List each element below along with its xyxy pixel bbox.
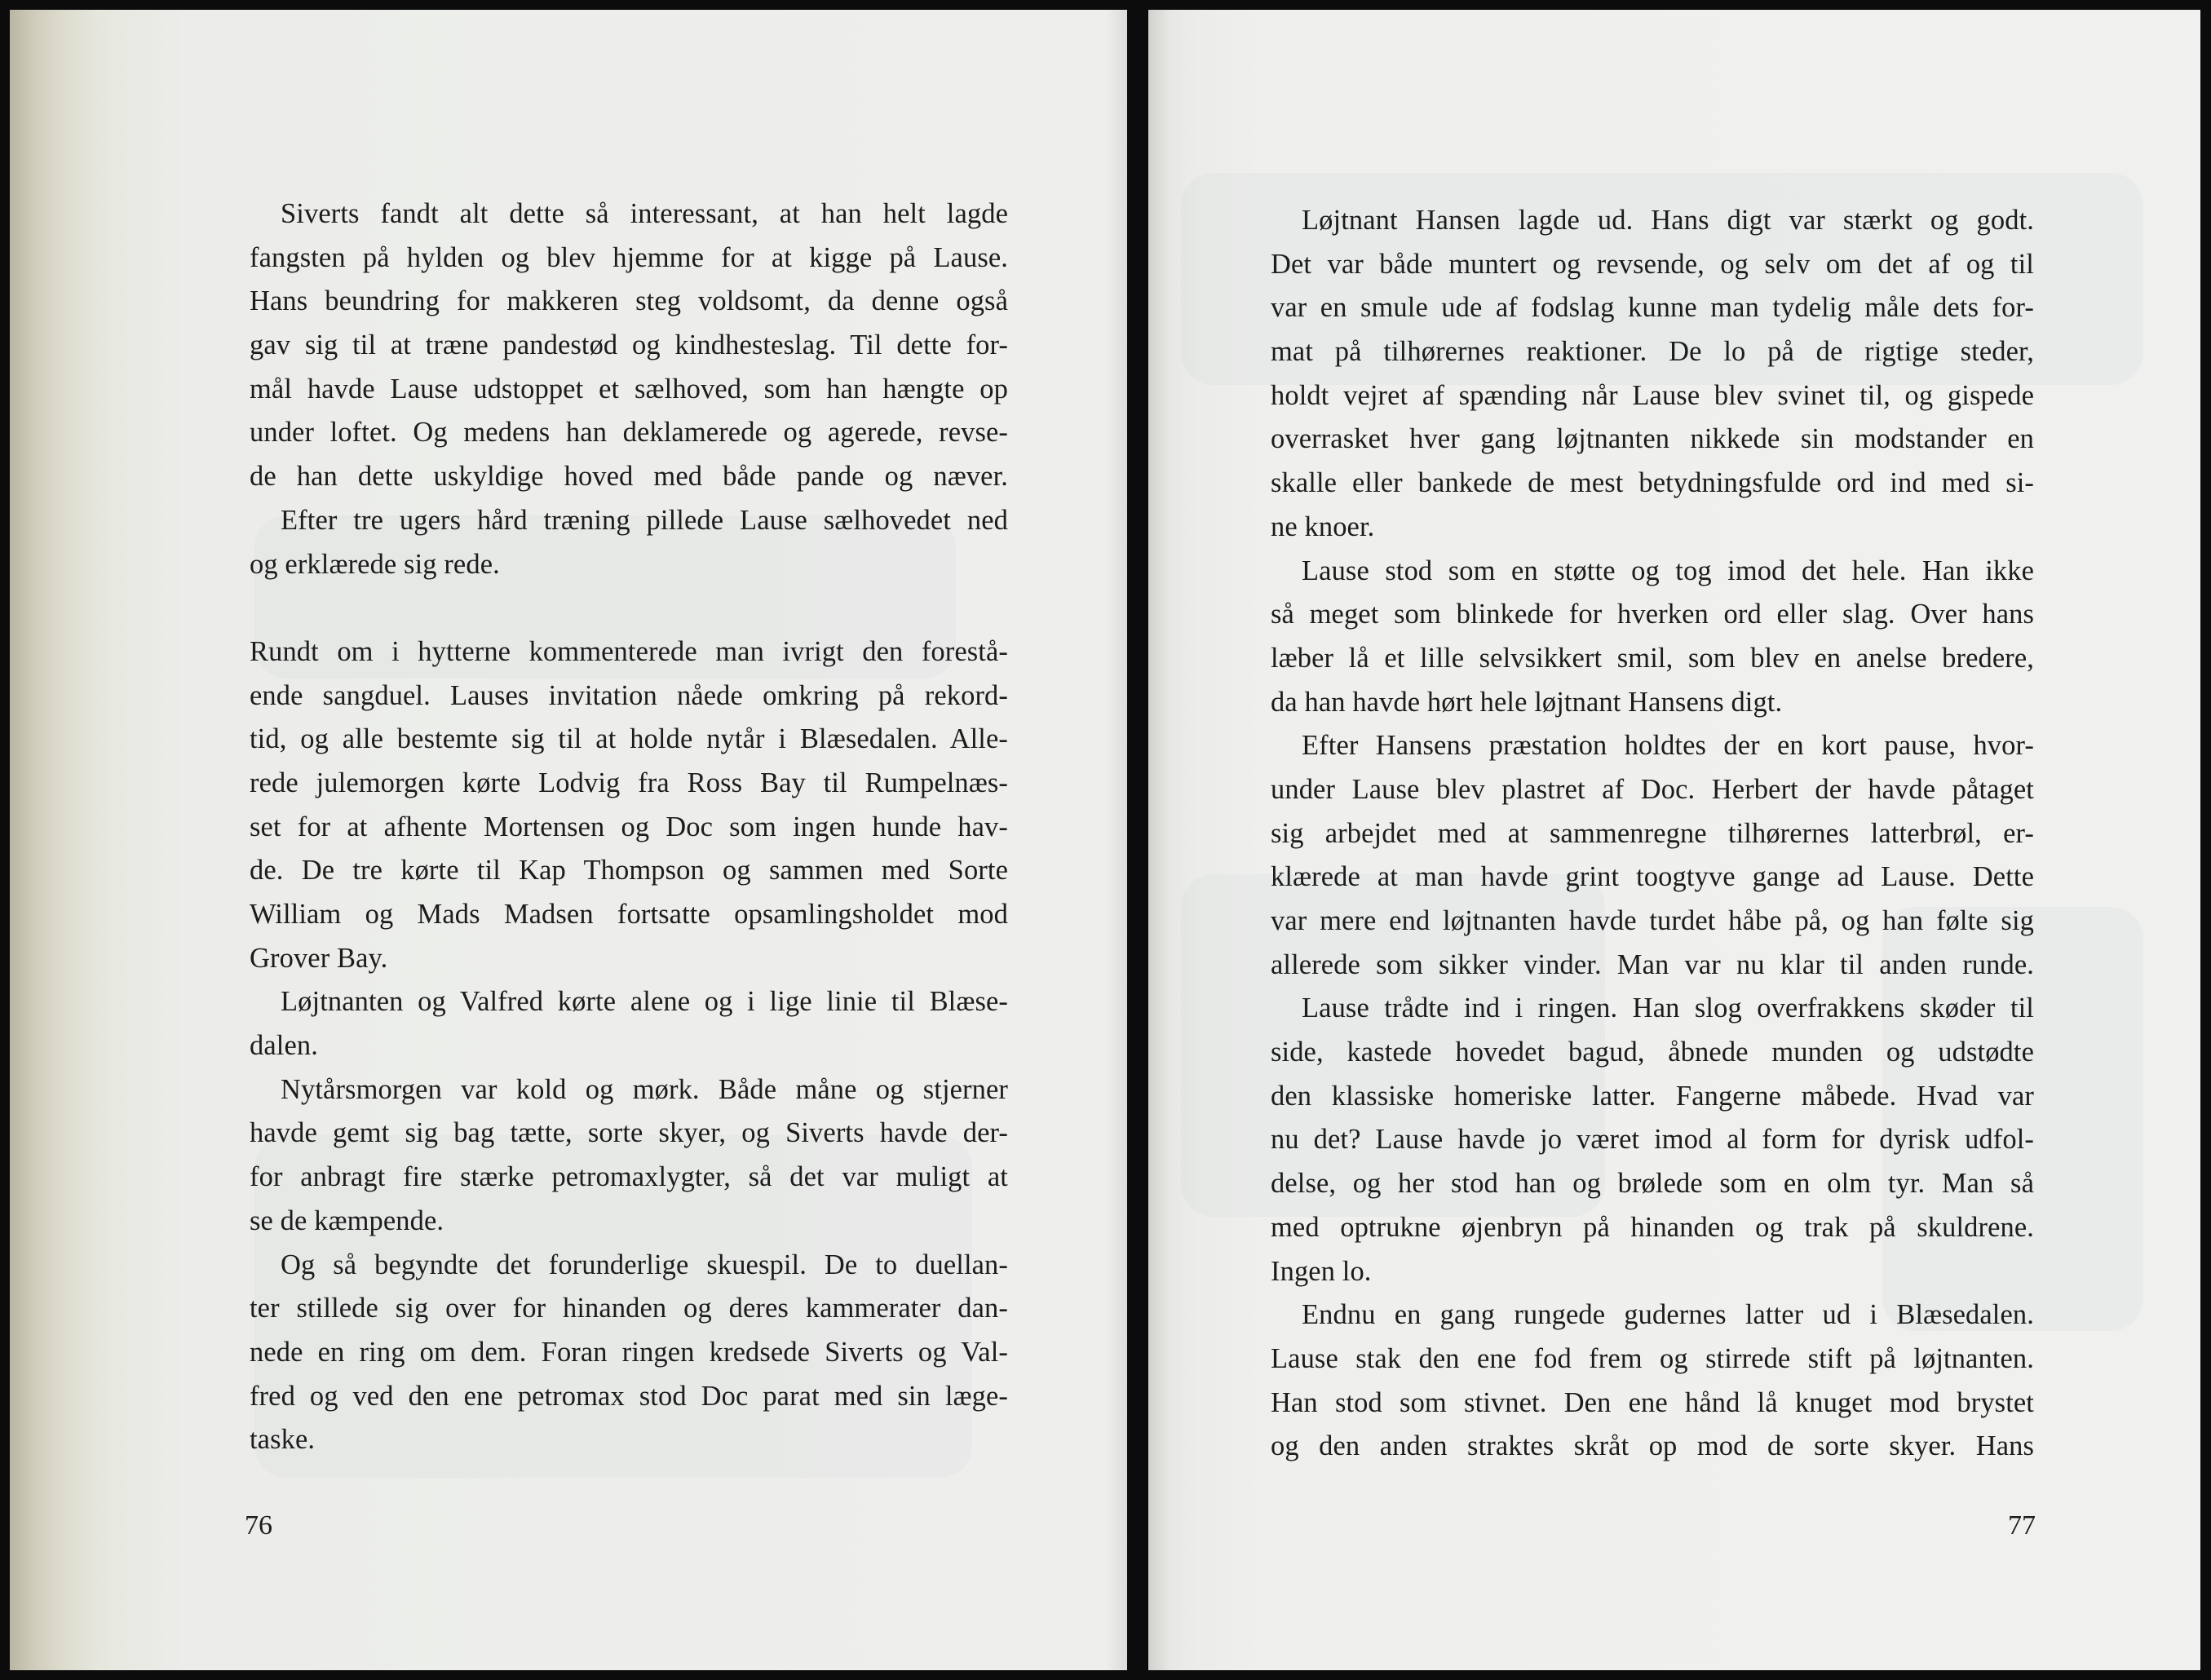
text-line: mat på tilhørernes reaktioner. De lo på de rigtige steder, — [1271, 336, 2034, 368]
text-line: de han dette uskyldige hoved med både pande og næver. — [250, 461, 1008, 493]
text-line: havde gemt sig bag tætte, sorte skyer, og Siverts havde der- — [250, 1117, 1008, 1149]
text-line: Løjtnant Hansen lagde ud. Hans digt var stærkt og godt. — [1302, 205, 2034, 236]
text-line: Han stod som stivnet. Den ene hånd lå knuget mod brystet — [1271, 1386, 2034, 1418]
text-line: Lause stak den ene fod frem og stirrede stift på løjtnanten. — [1271, 1342, 2034, 1374]
text-line: under loftet. Og medens han deklamerede og agerede, revse- — [250, 417, 1008, 449]
section-break — [250, 586, 1008, 630]
text-line: ende sangduel. Lauses invitation nåede omkring på rekord- — [250, 679, 1008, 711]
text-line: med optrukne øjenbryn på hinanden og trak på skuldrene. — [1271, 1211, 2034, 1243]
text-line: skalle eller bankede de mest betydningsfulde ord ind med si- — [1271, 467, 2034, 499]
text-line: Grover Bay. — [250, 942, 388, 974]
text-line: se de kæmpende. — [250, 1205, 444, 1236]
text-line: Endnu en gang rungede gudernes latter ud i Blæsedalen. — [1302, 1299, 2034, 1331]
spine-shadow — [1148, 10, 1170, 1670]
text-line: under Lause blev plastret af Doc. Herbert der havde påtaget — [1271, 773, 2034, 805]
text-line: allerede som sikker vinder. Man var nu klar til anden runde. — [1271, 948, 2034, 980]
right-page-number: 77 — [2008, 1510, 2036, 1541]
text-line: Siverts fandt alt dette så interessant, at han helt lagde — [281, 198, 1008, 229]
text-line: de. De tre kørte til Kap Thompson og sammen med Sorte — [250, 855, 1008, 886]
text-line: gav sig til at træne pandestød og kindhesteslag. Til dette for- — [250, 329, 1008, 361]
text-line: tid, og alle bestemte sig til at holde nytår i Blæsedalen. Alle- — [250, 723, 1008, 755]
spine-shadow — [1106, 10, 1127, 1670]
text-line: læber lå et lille selvsikkert smil, som blev en anelse bredere, — [1271, 642, 2034, 674]
text-line: Hans beundring for makkeren steg voldsomt, da denne også — [250, 285, 1008, 317]
left-page-number: 76 — [245, 1510, 272, 1541]
text-line: side, kastede hovedet bagud, åbnede munden og udstødte — [1271, 1037, 2034, 1068]
text-line: Efter Hansens præstation holdtes der en kort pause, hvor- — [1302, 730, 2034, 762]
text-line: da han havde hørt hele løjtnant Hansens digt. — [1271, 686, 1783, 718]
text-line: Ingen lo. — [1271, 1255, 1372, 1287]
text-line: var en smule ude af fodslag kunne man tydelig måle dets for- — [1271, 292, 2034, 324]
text-line: ter stillede sig over for hinanden og deres kammerater dan- — [250, 1293, 1008, 1324]
text-line: fangsten på hylden og blev hjemme for at kigge på Lause. — [250, 241, 1008, 273]
text-line: rede julemorgen kørte Lodvig fra Ross Bay til Rumpelnæs- — [250, 767, 1008, 798]
left-page — [10, 10, 1127, 1670]
text-line: for anbragt fire stærke petromaxlygter, så det var muligt at — [250, 1161, 1008, 1193]
text-line: Løjtnanten og Valfred kørte alene og i lige linie til Blæse- — [281, 986, 1008, 1018]
text-line: set for at afhente Mortensen og Doc som ingen hunde hav- — [250, 811, 1008, 842]
text-line: og erklærede sig rede. — [250, 548, 500, 580]
text-line: Nytårsmorgen var kold og mørk. Både måne og stjerner — [281, 1073, 1008, 1105]
text-line: dalen. — [250, 1030, 318, 1062]
text-line: fred og ved den ene petromax stod Doc parat med sin læge- — [250, 1380, 1008, 1412]
text-line: var mere end løjtnanten havde turdet håbe på, og han følte sig — [1271, 905, 2034, 936]
text-line: sig arbejdet med at sammenregne tilhørernes latterbrøl, er- — [1271, 817, 2034, 849]
text-line: Det var både muntert og revsende, og selv om det af og til — [1271, 248, 2034, 280]
text-line: mål havde Lause udstoppet et sælhoved, som han hængte op — [250, 373, 1008, 405]
text-line: Og så begyndte det forunderlige skuespil. De to duellan- — [281, 1249, 1008, 1280]
text-line: overrasket hver gang løjtnanten nikkede sin modstander en — [1271, 423, 2034, 455]
text-line: Lause stod som en støtte og tog imod det hele. Han ikke — [1302, 555, 2034, 586]
text-line: nu det? Lause havde jo været imod al form for dyrisk udfol- — [1271, 1124, 2034, 1156]
text-line: nede en ring om dem. Foran ringen kredsede Siverts og Val- — [250, 1336, 1008, 1368]
text-line: William og Mads Madsen fortsatte opsamlingsholdet mod — [250, 899, 1008, 930]
text-line: Rundt om i hytterne kommenterede man ivrigt den forestå- — [250, 635, 1008, 667]
text-line: delse, og her stod han og brølede som en olm tyr. Man så — [1271, 1168, 2034, 1200]
left-page-body-text — [250, 192, 1008, 1462]
text-line: holdt vejret af spænding når Lause blev svinet til, og gispede — [1271, 379, 2034, 411]
right-page — [1148, 10, 2200, 1670]
text-line: Efter tre ugers hård træning pillede Lause sælhovedet ned — [281, 504, 1008, 536]
text-line: taske. — [250, 1424, 316, 1456]
right-page-body-text — [1271, 199, 2034, 1469]
text-line: ne knoer. — [1271, 511, 1375, 542]
text-line: så meget som blinkede for hverken ord eller slag. Over hans — [1271, 599, 2034, 630]
text-line: og den anden straktes skråt op mod de sorte skyer. Hans — [1271, 1430, 2034, 1462]
text-line: Lause trådte ind i ringen. Han slog overfrakkens skøder til — [1302, 993, 2034, 1024]
text-line: klærede at man havde grint toogtyve gange ad Lause. Dette — [1271, 861, 2034, 893]
text-line: den klassiske homeriske latter. Fangerne måbede. Hvad var — [1271, 1080, 2034, 1112]
